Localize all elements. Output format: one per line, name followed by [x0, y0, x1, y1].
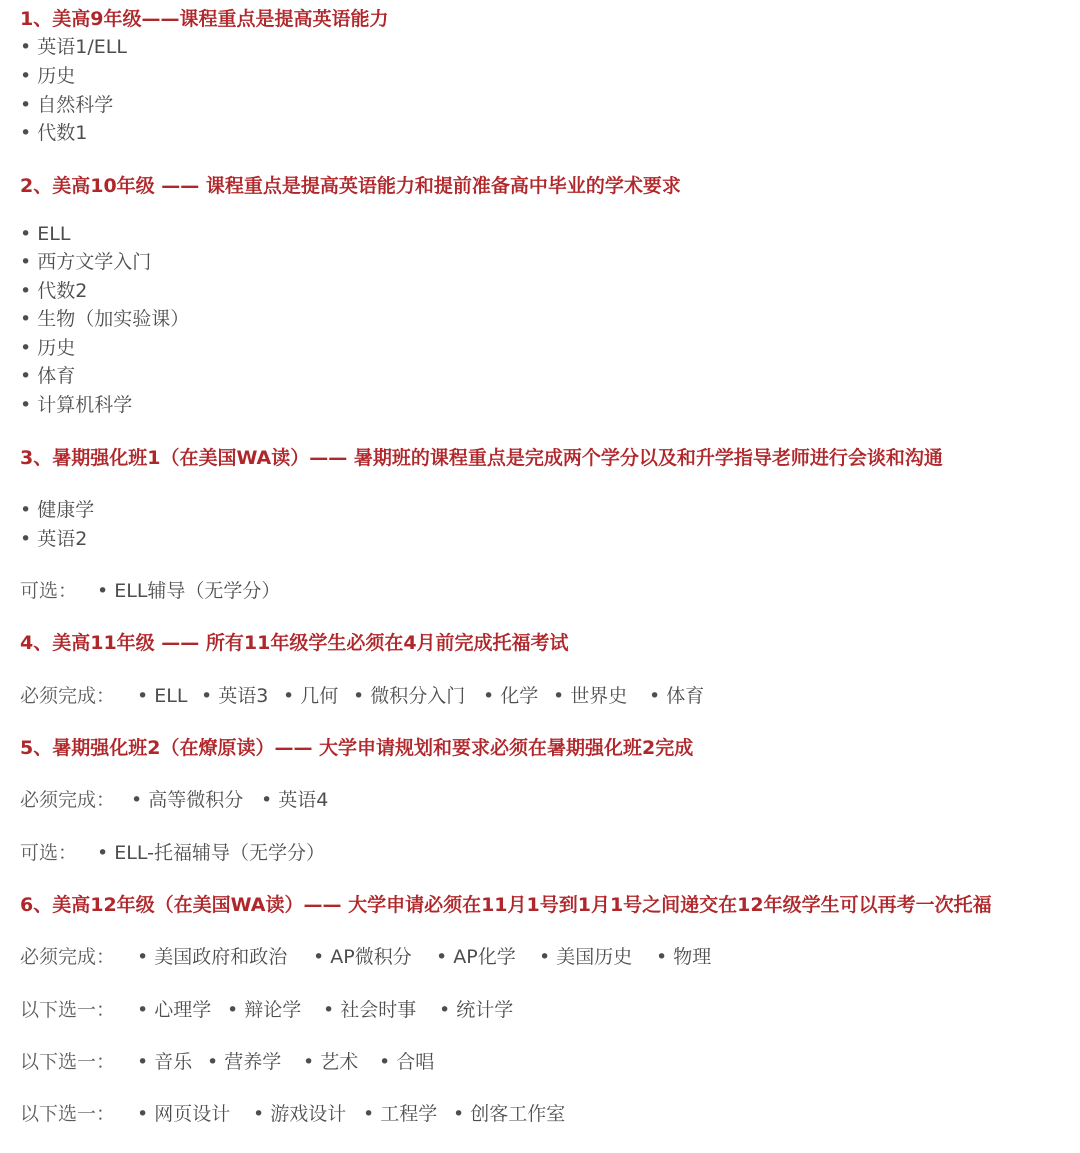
list-item: • 体育 — [20, 365, 76, 387]
option-item: • 化学 — [483, 685, 539, 707]
list-item: • 英语2 — [20, 528, 88, 550]
option-item: • 创客工作室 — [453, 1103, 566, 1125]
option-item: • ELL — [137, 685, 188, 707]
option-item: • 营养学 — [207, 1051, 282, 1073]
option-item: • AP化学 — [436, 946, 516, 968]
list-item: • 代数2 — [20, 280, 88, 302]
option-item: • 辩论学 — [227, 999, 302, 1021]
option-item: • 世界史 — [553, 685, 628, 707]
choose-one-row — [20, 1001, 513, 1020]
list-item: • ELL — [20, 223, 71, 245]
option-item: • 工程学 — [363, 1103, 438, 1125]
option-item: • AP微积分 — [313, 946, 412, 968]
row-label: 可选： — [20, 580, 78, 602]
list-item: • 自然科学 — [20, 94, 114, 116]
option-item: • 几何 — [283, 685, 339, 707]
option-item: • 合唱 — [379, 1051, 435, 1073]
option-item: • 高等微积分 — [131, 789, 244, 811]
required-row — [20, 791, 328, 810]
section-3-heading: 3、暑期强化班1（在美国WA读）—— 暑期班的课程重点是完成两个学分以及和升学指导老师进行会谈和沟通 — [20, 447, 943, 469]
row-label: 必须完成： — [20, 789, 116, 811]
list-item: • 代数1 — [20, 122, 88, 144]
row-label: 以下选一： — [20, 1051, 116, 1073]
row-label: 必须完成： — [20, 946, 116, 968]
list-item: • 英语1/ELL — [20, 36, 127, 58]
choose-one-row — [20, 1105, 565, 1124]
option-item: • 统计学 — [439, 999, 514, 1021]
option-item: • 英语3 — [201, 685, 269, 707]
section-4-heading: 4、美高11年级 —— 所有11年级学生必须在4月前完成托福考试 — [20, 632, 569, 654]
section-6-heading: 6、美高12年级（在美国WA读）—— 大学申请必须在11月1号到1月1号之间递交在12年级学生可以再考一次托福 — [20, 894, 992, 916]
required-row — [20, 687, 704, 706]
row-label: 以下选一： — [20, 1103, 116, 1125]
option-item: • 游戏设计 — [253, 1103, 347, 1125]
option-item: • 心理学 — [137, 999, 212, 1021]
option-item: • 网页设计 — [137, 1103, 231, 1125]
option-item: • 英语4 — [261, 789, 329, 811]
optional-row — [20, 582, 280, 601]
option-item: • 音乐 — [137, 1051, 193, 1073]
option-item: • 体育 — [649, 685, 705, 707]
option-item: • ELL辅导（无学分） — [97, 580, 281, 602]
option-item: • 社会时事 — [323, 999, 417, 1021]
optional-row — [20, 844, 325, 863]
list-item: • 健康学 — [20, 499, 95, 521]
option-item: • 艺术 — [303, 1051, 359, 1073]
list-item: • 生物（加实验课） — [20, 308, 190, 330]
option-item: • 美国历史 — [539, 946, 633, 968]
list-item: • 西方文学入门 — [20, 251, 152, 273]
section-5-heading: 5、暑期强化班2（在燎原读）—— 大学申请规划和要求必须在暑期强化班2完成 — [20, 737, 694, 759]
row-label: 可选： — [20, 842, 78, 864]
section-1-heading: 1、美高9年级——课程重点是提高英语能力 — [20, 8, 389, 30]
option-item: • 物理 — [656, 946, 712, 968]
list-item: • 历史 — [20, 337, 76, 359]
option-item: • ELL-托福辅导（无学分） — [97, 842, 325, 864]
section-2-heading: 2、美高10年级 —— 课程重点是提高英语能力和提前准备高中毕业的学术要求 — [20, 175, 681, 197]
required-row — [20, 948, 711, 967]
list-item: • 历史 — [20, 65, 76, 87]
row-label: 必须完成： — [20, 685, 116, 707]
option-item: • 美国政府和政治 — [137, 946, 288, 968]
option-item: • 微积分入门 — [353, 685, 466, 707]
row-label: 以下选一： — [20, 999, 116, 1021]
list-item: • 计算机科学 — [20, 394, 133, 416]
choose-one-row — [20, 1053, 434, 1072]
